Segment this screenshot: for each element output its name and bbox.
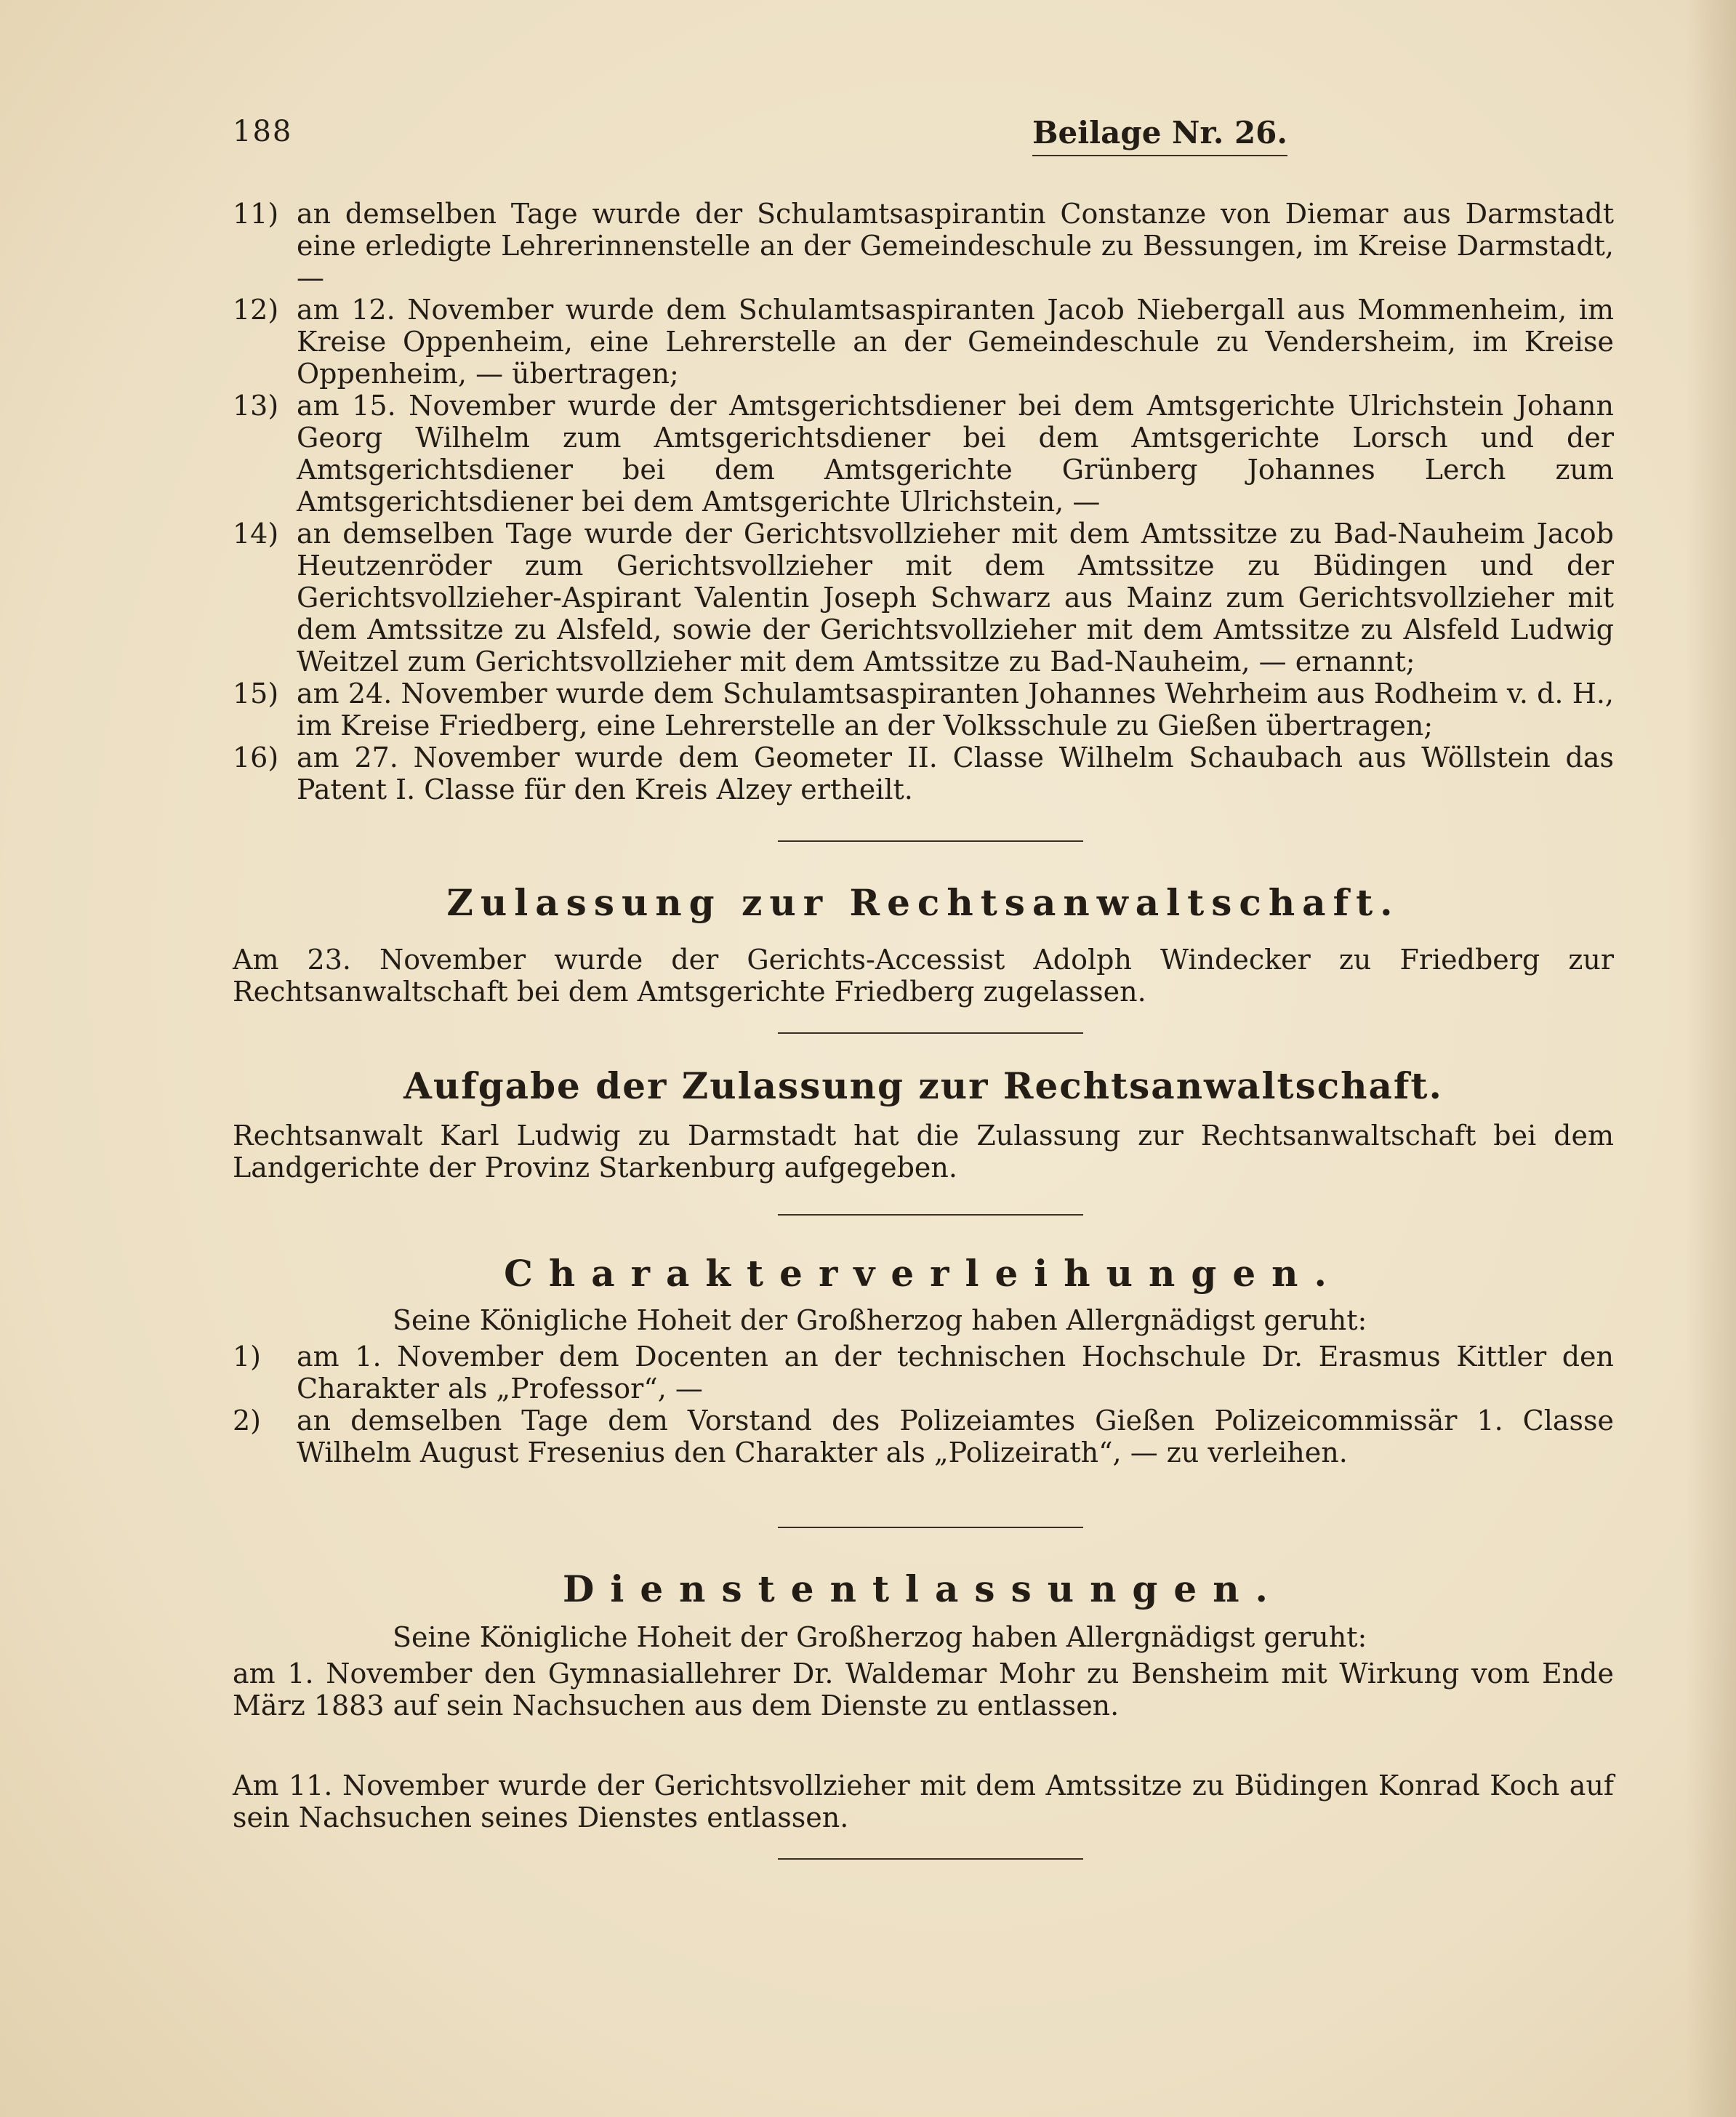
item-number: 2) (233, 1405, 262, 1437)
list-item (233, 390, 1614, 518)
section-heading: Charakterverleihungen. (504, 1252, 1343, 1295)
item-text: an demselben Tage wurde der Schulamtsaspirantin Constanze von Diemar aus Darmstadt eine erledigte Lehrerinnenstelle an der Gemeindeschule zu Bessungen, im Kreise Darmstadt, — (297, 198, 1614, 294)
item-number: 11) (233, 198, 279, 230)
section-heading: Dienstentlassungen. (563, 1567, 1284, 1610)
section-divider (778, 840, 1083, 842)
item-text: am 15. November wurde der Amtsgerichtsdiener bei dem Amtsgerichte Ulrichstein Johann Georg Wilhelm zum Amtsgerichtsdiener bei dem Amtsgerichte Lorsch und der Amtsgerichtsdiener bei dem Amtsgerichte Grünberg Johannes Lerch zum Amtsgerichtsdiener bei dem Amtsgerichte Ulrichstein, — (297, 390, 1614, 518)
item-text: an demselben Tage wurde der Gerichtsvollzieher mit dem Amtssitze zu Bad-Nauheim Jacob Heutzenröder zum Gerichtsvollzieher mit dem Amtssitze zu Büdingen und der Gerichtsvollzieher-Aspirant Valentin Joseph Schwarz aus Mainz zum Gerichtsvollzieher mit dem Amtssitze zu Alsfeld, sowie der Gerichtsvollzieher mit dem Amtssitze zu Alsfeld Ludwig Weitzel zum Gerichtsvollzieher mit dem Amtssitze zu Bad-Nauheim, — ernannt; (297, 518, 1614, 678)
section-divider (778, 1527, 1083, 1528)
item-number: 12) (233, 294, 279, 326)
section-heading: Zulassung zur Rechtsanwaltschaft. (446, 881, 1400, 924)
item-text: am 27. November wurde dem Geometer II. Classe Wilhelm Schaubach aus Wöllstein das Patent I. Classe für den Kreis Alzey ertheilt. (297, 742, 1614, 806)
section-divider (778, 1214, 1083, 1216)
section-heading: Aufgabe der Zulassung zur Rechtsanwaltschaft. (403, 1064, 1443, 1107)
section-text: am 1. November den Gymnasiallehrer Dr. Waldemar Mohr zu Bensheim mit Wirkung vom Ende März 1883 auf sein Nachsuchen aus dem Dienste zu entlassen. (233, 1658, 1614, 1722)
list-item (233, 518, 1614, 678)
running-title: Beilage Nr. 26. (1032, 115, 1287, 156)
item-number: 16) (233, 742, 279, 774)
item-number: 15) (233, 678, 279, 710)
section-text: Rechtsanwalt Karl Ludwig zu Darmstadt hat die Zulassung zur Rechtsanwaltschaft bei dem Landgerichte der Provinz Starkenburg aufgegeben. (233, 1120, 1614, 1184)
item-text: am 24. November wurde dem Schulamtsaspiranten Johannes Wehrheim aus Rodheim v. d. H., im Kreise Friedberg, eine Lehrerstelle an der Volksschule zu Gießen übertragen; (297, 678, 1614, 742)
page-header (233, 115, 1447, 158)
list-item (233, 198, 1614, 294)
section-text: Am 23. November wurde der Gerichts-Accessist Adolph Windecker zu Friedberg zur Rechtsanwaltschaft bei dem Amtsgerichte Friedberg zugelassen. (233, 944, 1614, 1008)
list-item (233, 1341, 1614, 1405)
list-item (233, 678, 1614, 742)
page-edge-shadow (1685, 0, 1736, 2117)
section-resignation (233, 1064, 1614, 1184)
page-content (233, 198, 1614, 1860)
section-character (233, 1252, 1614, 1469)
section-release (233, 1769, 1614, 1833)
page-number: 188 (233, 115, 293, 148)
section-text: Am 11. November wurde der Gerichtsvollzieher mit dem Amtssitze zu Büdingen Konrad Koch auf sein Nachsuchen seines Dienstes entlassen. (233, 1769, 1614, 1833)
list-item (233, 742, 1614, 806)
list-item (233, 294, 1614, 390)
item-number: 13) (233, 390, 279, 422)
section-intro: Seine Königliche Hoheit der Großherzog haben Allergnädigst geruht: (393, 1621, 1367, 1653)
item-text: am 1. November dem Docenten an der technischen Hochschule Dr. Erasmus Kittler den Charakter als „Professor“, — (297, 1341, 1614, 1405)
section-divider (778, 1032, 1083, 1034)
section-admission (233, 881, 1614, 1008)
list-item (233, 1405, 1614, 1469)
section-intro: Seine Königliche Hoheit der Großherzog haben Allergnädigst geruht: (393, 1304, 1367, 1336)
section-divider (778, 1858, 1083, 1860)
item-number: 14) (233, 518, 279, 550)
section-dismissal (233, 1567, 1614, 1722)
item-text: an demselben Tage dem Vorstand des Polizeiamtes Gießen Polizeicommissär 1. Classe Wilhelm August Fresenius den Charakter als „Polizeirath“, — zu verleihen. (297, 1405, 1614, 1469)
item-number: 1) (233, 1341, 262, 1373)
appointments-list (233, 198, 1614, 806)
item-text: am 12. November wurde dem Schulamtsaspiranten Jacob Niebergall aus Mommenheim, im Kreise Oppenheim, eine Lehrerstelle an der Gemeindeschule zu Vendersheim, im Kreise Oppenheim, — übertragen; (297, 294, 1614, 390)
